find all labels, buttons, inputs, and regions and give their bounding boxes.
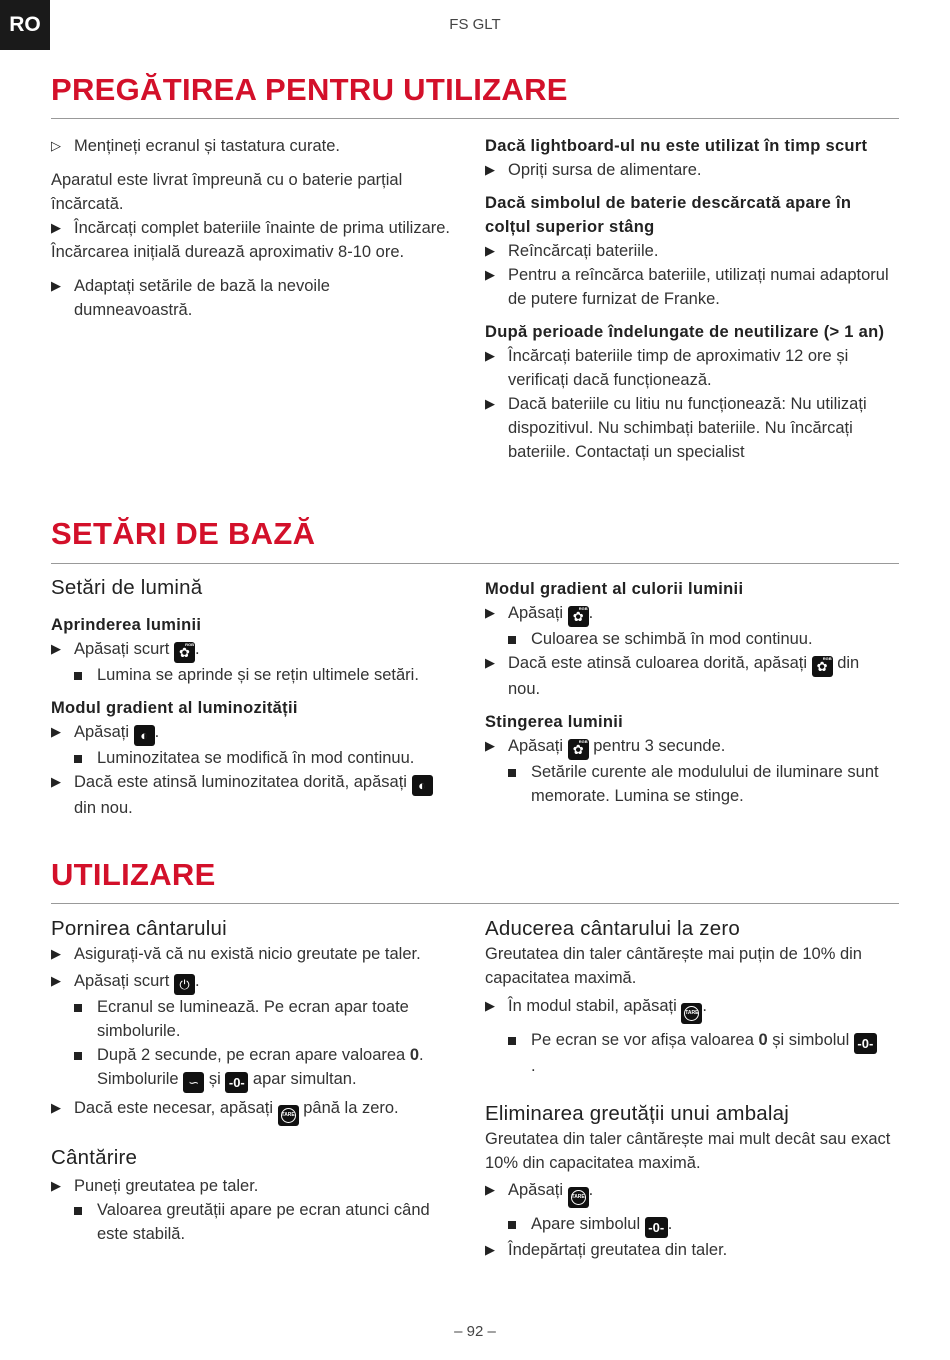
list-item: ▶ Apăsați scurt ✿ RGB . <box>51 637 461 663</box>
section-title-preparation: PREGĂTIREA PENTRU UTILIZARE <box>51 72 568 107</box>
subsection-title: Eliminarea greutății unui ambalaj <box>485 1102 790 1125</box>
power-icon: ⏻ <box>174 974 195 995</box>
sub-list-item: Lumina se aprinde și se rețin ultimele setări. <box>51 663 461 687</box>
square-bullet-icon <box>74 755 82 763</box>
tare-icon: TARE <box>681 1003 702 1024</box>
subheading: Dacă simbolul de baterie descărcată apare în colțul superior stâng <box>485 194 852 236</box>
list-item: ▶ Încărcați complet bateriile înainte de prima utilizare. <box>51 216 451 240</box>
paragraph: Aparatul este livrat împreună cu o baterie parțial încărcată. <box>51 171 403 213</box>
stable-wave-icon: ∽ <box>183 1072 204 1093</box>
tare-icon: TARE <box>568 1187 589 1208</box>
list-item: ▶ Apăsați ✿ RGB pentru 3 secunde. <box>485 734 899 760</box>
list-item: ▶ Apăsați scurt ⏻ . <box>51 969 461 995</box>
subheading: Modul gradient al culorii luminii <box>485 580 744 598</box>
sub-list-item: Ecranul se luminează. Pe ecran apar toate simbolurile. <box>51 995 461 1043</box>
triangle-icon: ▶ <box>51 724 61 739</box>
zero-icon: -0- <box>225 1072 248 1093</box>
brightness-icon: ◐ <box>412 775 433 796</box>
triangle-icon: ▶ <box>485 162 495 177</box>
subheading: Aprinderea luminii <box>51 616 202 634</box>
triangle-icon: ▶ <box>485 1182 495 1197</box>
list-item: ▶ Dacă bateriile cu litiu nu funcționează: Nu utilizați dispozitivul. Nu schimbați bateriile. Nu încărcați bateriile. Contactați un specialist <box>485 392 899 464</box>
subsection-title: Pornirea cântarului <box>51 917 227 940</box>
triangle-icon: ▶ <box>485 738 495 753</box>
rgb-button-icon: ✿ RGB <box>174 642 195 663</box>
triangle-icon: ▶ <box>485 998 495 1013</box>
triangle-icon: ▶ <box>485 655 495 670</box>
zero-icon: -0- <box>645 1217 668 1238</box>
section-title-usage: UTILIZARE <box>51 857 216 892</box>
list-item: ▶ Reîncărcați bateriile. <box>485 239 899 263</box>
language-badge: RO <box>0 0 50 50</box>
tare-icon: TARE <box>278 1105 299 1126</box>
settings-left-column <box>51 575 461 820</box>
paragraph: Încărcarea inițială durează aproximativ 8-10 ore. <box>51 243 405 261</box>
rgb-button-icon: ✿ RGB <box>568 606 589 627</box>
triangle-icon: ▶ <box>51 641 61 656</box>
list-item: ▶ Dacă este atinsă culoarea dorită, apăsați ✿ RGB din nou. <box>485 651 899 701</box>
list-item: ▶ Pentru a reîncărca bateriile, utilizați numai adaptorul de putere furnizat de Franke. <box>485 263 899 311</box>
subsection-title: Setări de lumină <box>51 576 203 599</box>
subheading: Modul gradient al luminozității <box>51 699 298 717</box>
list-item: ▶ Dacă este atinsă luminozitatea dorită, apăsați ◐ din nou. <box>51 770 461 820</box>
triangle-icon: ▶ <box>485 243 495 258</box>
list-item: ▶ Opriți sursa de alimentare. <box>485 158 899 182</box>
brightness-icon: ◐ <box>134 725 155 746</box>
triangle-icon: ▶ <box>485 348 495 363</box>
subsection-title: Cântărire <box>51 1146 138 1169</box>
preparation-right-column <box>485 134 899 464</box>
subheading: Stingerea luminii <box>485 713 624 731</box>
paragraph: Greutatea din taler cântărește mai puțin de 10% din capacitatea maximă. <box>485 945 862 987</box>
list-item: ▶ Încărcați bateriile timp de aproximativ 12 ore și verificați dacă funcționează. <box>485 344 899 392</box>
subsection-title: Aducerea cântarului la zero <box>485 917 740 940</box>
settings-right-column <box>485 577 899 808</box>
list-item: ▶ Dacă este necesar, apăsați TARE până la zero. <box>51 1096 461 1126</box>
sub-list-item: După 2 secunde, pe ecran apare valoarea 0. Simbolurile ∽ și -0- apar simultan. <box>51 1043 461 1093</box>
triangle-icon: ▶ <box>51 1178 61 1193</box>
divider <box>51 563 899 564</box>
square-bullet-icon <box>508 1037 516 1045</box>
list-item: ▷ Mențineți ecranul și tastatura curate. <box>51 134 451 158</box>
triangle-icon: ▶ <box>51 1100 61 1115</box>
square-bullet-icon <box>74 672 82 680</box>
preparation-left-column <box>51 134 451 322</box>
triangle-icon: ▶ <box>485 1242 495 1257</box>
square-bullet-icon <box>74 1207 82 1215</box>
divider <box>51 903 899 904</box>
list-item: ▶ Apăsați ✿ RGB . <box>485 601 899 627</box>
page-number: – 92 – <box>454 1323 496 1340</box>
sub-list-item: Pe ecran se vor afișa valoarea 0 și simbolul -0- . <box>485 1028 899 1078</box>
list-item: ▶ În modul stabil, apăsați TARE . <box>485 994 899 1024</box>
square-bullet-icon <box>508 1221 516 1229</box>
list-item: ▶ Îndepărtați greutatea din taler. <box>485 1238 899 1262</box>
list-item: ▶ Asigurați-vă că nu există nicio greutate pe taler. <box>51 942 461 966</box>
subheading: Dacă lightboard-ul nu este utilizat în timp scurt <box>485 137 868 155</box>
usage-right-column <box>485 916 899 1262</box>
triangle-icon: ▶ <box>51 774 61 789</box>
triangle-icon: ▶ <box>51 973 61 988</box>
subheading: După perioade îndelungate de neutilizare (> 1 an) <box>485 323 885 341</box>
list-item: ▶ Apăsați TARE . <box>485 1178 899 1208</box>
triangle-outline-icon: ▷ <box>51 138 61 153</box>
zero-icon: -0- <box>854 1033 877 1054</box>
list-item: ▶ Puneți greutatea pe taler. <box>51 1174 461 1198</box>
triangle-icon: ▶ <box>51 278 61 293</box>
sub-list-item: Luminozitatea se modifică în mod continuu. <box>51 746 461 770</box>
triangle-icon: ▶ <box>51 946 61 961</box>
triangle-icon: ▶ <box>51 220 61 235</box>
square-bullet-icon <box>508 636 516 644</box>
square-bullet-icon <box>74 1052 82 1060</box>
sub-list-item: Setările curente ale modulului de iluminare sunt memorate. Lumina se stinge. <box>485 760 899 808</box>
square-bullet-icon <box>508 769 516 777</box>
rgb-button-icon: ✿ RGB <box>812 656 833 677</box>
sub-list-item: Valoarea greutății apare pe ecran atunci când este stabilă. <box>51 1198 461 1246</box>
usage-left-column <box>51 916 461 1246</box>
rgb-button-icon: ✿ RGB <box>568 739 589 760</box>
list-item: ▶ Adaptați setările de bază la nevoile dumneavoastră. <box>51 274 451 322</box>
triangle-icon: ▶ <box>485 396 495 411</box>
triangle-icon: ▶ <box>485 605 495 620</box>
section-title-basic-settings: SETĂRI DE BAZĂ <box>51 516 316 551</box>
square-bullet-icon <box>74 1004 82 1012</box>
list-item: ▶ Apăsați ◐ . <box>51 720 461 746</box>
model-name: FS GLT <box>449 16 501 33</box>
sub-list-item: Apare simbolul -0- . <box>485 1212 899 1238</box>
paragraph: Greutatea din taler cântărește mai mult decât sau exact 10% din capacitatea maximă. <box>485 1130 891 1172</box>
sub-list-item: Culoarea se schimbă în mod continuu. <box>485 627 899 651</box>
triangle-icon: ▶ <box>485 267 495 282</box>
divider <box>51 118 899 119</box>
